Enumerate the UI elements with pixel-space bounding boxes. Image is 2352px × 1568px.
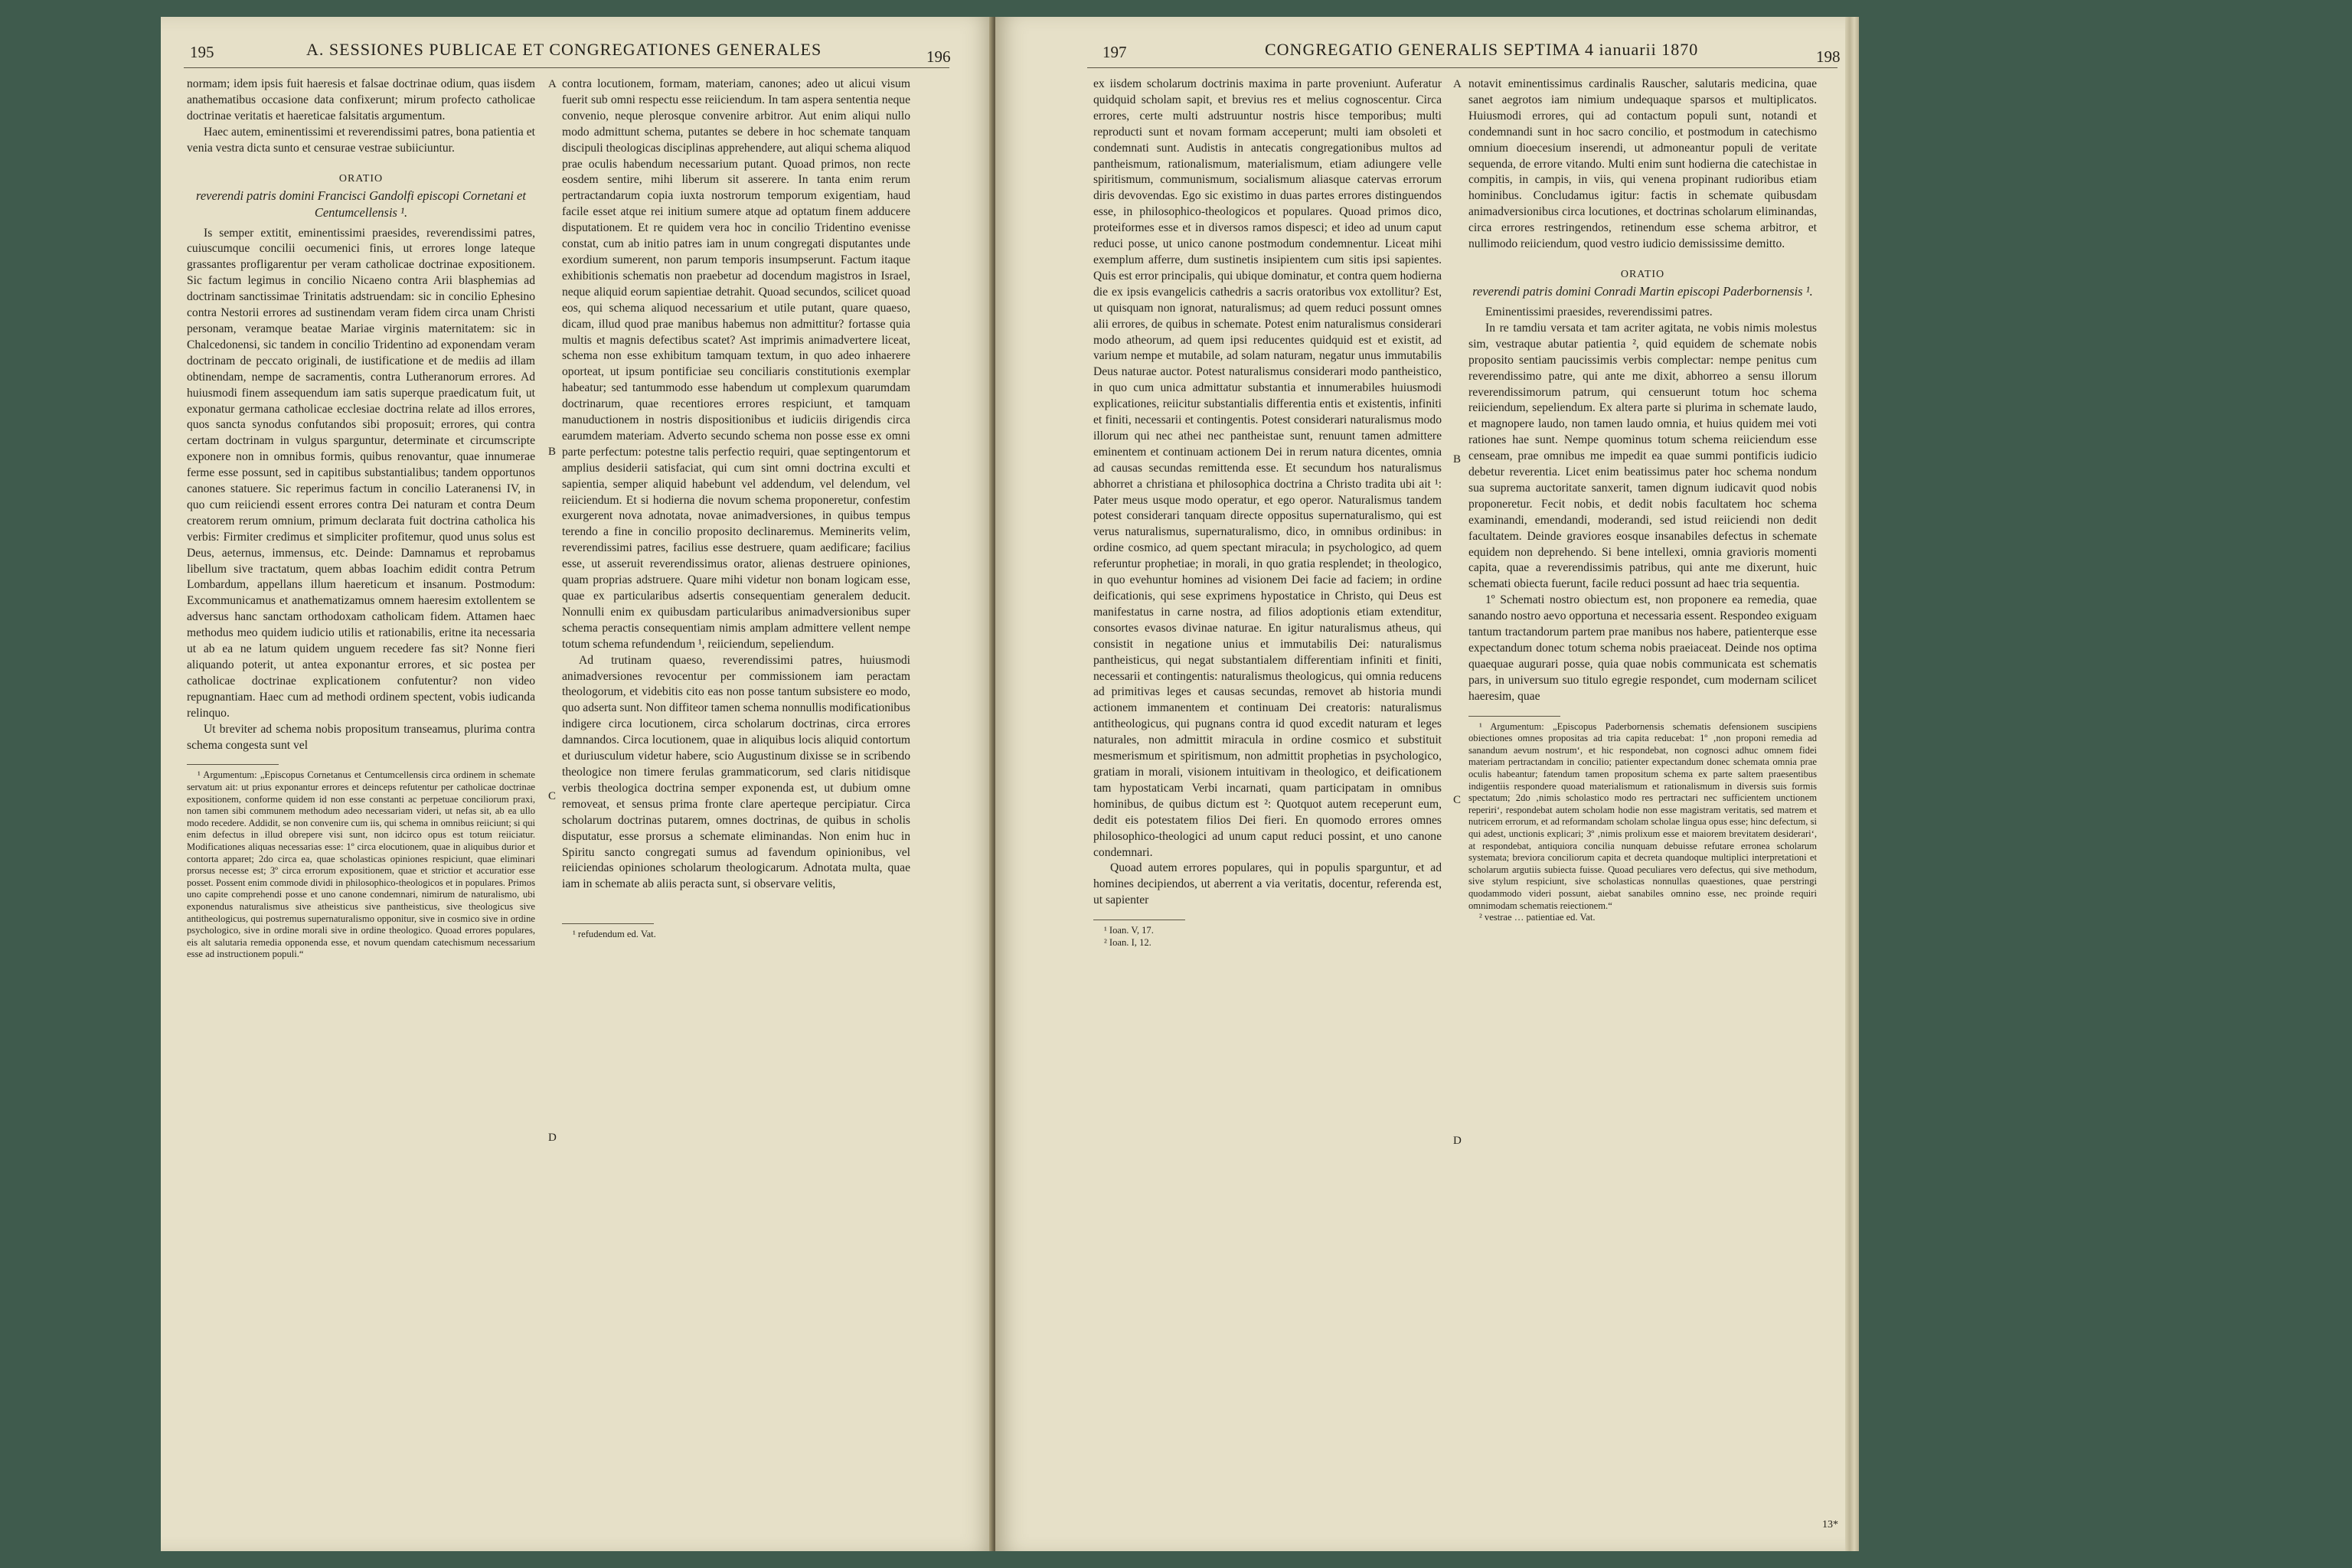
paragraph: contra locutionem, formam, materiam, canones; adeo ut alicui visum fuerit sub omni respectu esse reiiciendum. In tam aspera sententia neque convenio, neque plerosque convenire arbitror. Aut enim aliqui nullo modo admittunt schema, putantes se debere in hoc schemate tanquam discipuli theologicas disciplinas apprehendere, aut aliqui schema aliquod prae oculis habendum necessarium putant. Quoad primos, non recte eosdem sentire, mihi liberum sit asserere. In tanta enim rerum pertractandarum copia iuxta nostrorum temporum exigentiam, haud facile esset atque rei initium sumere atque ad optatum finem adducere disputationem. Et re quidem vera hoc in concilio Tridentino evenisse constat, cum ab initio patres iam in unum congregati disputantes unde exordium sumerent, non parum temporis insumpserunt. Factum itaque exhibitionis schematis non praebetur ad docendum magistros in Israel, neque aliquid eorum sapientiae detrahit. Quoad secundos, scilicet quoad eos, qui schema aliquod necessarium et utile putant, quare quaeso, dicam, illud quod prae manibus habemus non admittitur? fortasse quia multis et magnis defectibus scatet? Ast imprimis animadvertere liceat, schema non esse exhibitum tamquam textum, in quo adeo inhaerere oporteat, ut ipsum pontificiae seu conciliaris constitutionis exemplar habeatur; sed tantummodo esse habendum ut complexum quarumdam doctrinarum, quae recentiores errores respiciunt, et tamquam manuductionem in nostris dispositionibus et iudiciis dirigendis circa earumdem materiam. Adverto secundo schema non posse esse ex omni parte perfectum: potestne talis perfectio requiri, quae septingentorum et amplius desiderii satisfaciat, qui cum sint omni doctrina exculti et sapientia, semper aliquid habebunt vel addendum, vel delendum, vel reiiciendum. Et si hodierna die novum schema proponeretur, confestim exurgerent nova adnotata, novae animadversiones, in quibus tempus terendo a fine in concilio proposito declinaremus. Meminerits velim, reverendissimi patres, facilius esse destruere, quam aedificare; facilius esse, ut asseruit reverendissimus orator, alienas destruere opiniones, quam proprias adstruere. Quare mihi videtur non bonam logicam esse, quae ex particularibus adsertis consequentiam generalem deducit. Nonnulli enim ex quibusdam particularibus animadversionibus super schema peractis consequentiam nimis amplam admittere vellent nempe totum schema refundendum ¹, reiiciendum, sepeliendum. [562, 77, 910, 651]
margin-mark: C [1453, 794, 1462, 806]
footnote-rule [1468, 716, 1560, 717]
page-number: 196 [926, 47, 951, 66]
left-page [161, 17, 994, 1551]
footnote [187, 769, 535, 961]
margin-mark: D [1453, 1135, 1462, 1147]
oratio-subtitle: reverendi patris domini Francisci Gandolfi episcopi Cornetani et Centumcellensis ¹. [196, 188, 526, 220]
margin-mark: A [1453, 78, 1462, 90]
footnote-text: ¹ refudendum ed. Vat. [573, 929, 656, 940]
footnote-rule [187, 764, 279, 765]
footnote-text: ² vestrae … patientiae ed. Vat. [1479, 912, 1596, 923]
column-b [562, 77, 910, 941]
header-rule [184, 67, 949, 68]
footnote [1468, 721, 1817, 924]
page-number: 195 [190, 43, 214, 61]
paragraph: normam; idem ipsis fuit haeresis et falsae doctrinae odium, quas iisdem anathematibus occasione data confixerunt; mirum profecto catholicae doctrinae veritatis et haereticae falsitatis argumentum. [187, 77, 535, 122]
paragraph: Quoad autem errores populares, qui in populis sparguntur, et ad homines decipiendos, ut aberrent a via veritatis, docentur, referenda est, ut sapienter [1093, 861, 1442, 907]
header-rule [1087, 67, 1838, 68]
paragraph: Haec autem, eminentissimi et reverendissimi patres, bona patientia et venia vestra dicta sunto et censurae vestrae subiiciuntur. [187, 125, 535, 155]
oratio-heading [1468, 266, 1817, 300]
page-number: 198 [1816, 47, 1841, 66]
footnote-text: ¹ Ioan. V, 17. [1104, 925, 1154, 936]
page-edges [1845, 17, 1859, 1551]
footnote-text: ² Ioan. I, 12. [1104, 936, 1152, 948]
oratio-subtitle: reverendi patris domini Conradi Martin episcopi Paderbornensis ¹. [1472, 283, 1813, 299]
column-c [1093, 77, 1442, 949]
paragraph: In re tamdiu versata et tam acriter agitata, ne vobis nimis molestus sim, vestraque abutar patientia ², quid equidem de schemate nobis proposito sentiam paucissimis verbis complectar: nempe penitus cum reverendissimo patre, qui ante me dixit, abhorreo a sensu illorum reverendissimorum patrum, qui censuerunt totum hoc schema reiiciendum, sepeliendum. Ex altera parte si plurima in schemate laudo, et magnopere laudo, non tamen laudo omnia, et huius quidem mei voti rationes hae sunt. Nempe quominus totum schema reiiciendum esse censeam, prae omnibus me impedit ea quae summi pontificis iudicio debetur reverentia. Licet enim beatissimus pater hoc schema nondum sua suprema auctoritate sanxerit, tamen dignum iudicavit quod nobis proponeretur. Fecit nobis, et dedit nobis facultatem hoc schema examinandi, emendandi, moderandi, sed istud reiiciendi non dedit facultatem. Deinde graviores eosque insanabiles defectus in schemate equidem non deprehendo. Si bene intellexi, omnia gravioris momenti capita, quae a reverendissimis patribus, qui ante me dixerunt, huic schemati obiecta fuerunt, facile reduci possunt ad haec tria sequentia. [1468, 321, 1817, 591]
paragraph: Ad trutinam quaeso, reverendissimi patres, huiusmodi animadversiones revocentur per commissionem iam peractam theologorum, et videbitis cito eas non posse tantum subsistere eo modo, quo adserta sunt. Non diffiteor tamen schema nonnullis modificationibus indigere circa locutionem, circa scholarum doctrinas, circa errores damnandos. Circa locutionem, quae in aliquibus locis aliquid contortum et duriusculum videtur habere, scio Augustinum dixisse se in scribendo theologice non timere ferulas grammaticorum, sed claris nitidisque verbis theologica doctrina semper exponenda est, ut dubium omne removeat, et sensus prima fronte clare aperteque percipiatur. Circa scholarum doctrinas putarem, omnes doctrinas, de quibus in scholis disputatur, esse prorsus a schemate eliminandas. Non enim huc in Spiritu sancto congregati sumus ad favendum opinionibus, vel reiiciendas opiniones scholarum theologicarum. Adnotata multa, quae iam in schemate ab aliis peracta sunt, si observare velitis, [562, 653, 910, 891]
paragraph: Eminentissimi praesides, reverendissimi patres. [1485, 305, 1713, 318]
oratio-title: ORATIO [338, 172, 384, 185]
footnote-rule [562, 923, 654, 924]
footnote [1093, 925, 1442, 949]
paragraph: 1º Schemati nostro obiectum est, non proponere ea remedia, quae sanando nostro aevo opportuna et necessaria essent. Respondeo exiguam tantum tractandorum partem prae manibus nos habere, patienterque esse expectandum donec totum schema nobis praeiaceat. Deinde nos optima quaequae augurari posse, quia quae nobis communicata est schematis pars, in universum suo titulo egregie respondet, cum modernam scilicet haeresim, quae [1468, 593, 1817, 703]
paragraph: notavit eminentissimus cardinalis Rauscher, salutaris medicina, quae sanet aegrotos iam nimium undequaque sparsos et multiplicatos. Huiusmodi errores, qui ad contactum populi sunt, notandi et condemnandi sunt in hoc sacro concilio, et postmodum in catechismo omnium dioecesium inserendi, ut admoneantur populi de veritate sequenda, de errore vitando. Multi enim sunt hodierna die catechistae in compitis, in campis, in viis, qui venena propinant rudioribus etiam hominibus. Concludamus igitur: factis in schemate quibusdam animadversionibus circa locutiones, et doctrinas scholarum eliminandas, circa errores restringendos, retinendum esse schema arbitror, et nullimodo reiiciendum, quod vestro iudicio demississime demitto. [1468, 77, 1817, 251]
paragraph: ex iisdem scholarum doctrinis maxima in parte proveniunt. Auferatur quidquid scholam sapit, et brevius res et melius cognoscentur. Circa errores, certe multi adstruuntur nostris hisce temporibus; multi reproducti sunt et novam formam acceperunt; multi iam obsoleti et condemnati sunt. Audistis in antecatis congregationibus multos ad pantheismum, rationalismum, materialismum, etiam adiungere velle spiritismum, communismum, socialismum aliasque catervas errorum diris devovendas. Ego sic existimo in duas partes errores distinguendos esse, in philosophico-theologicos et populares. Quoad primos dico, proteiformes esse et in diversos ramos dispesci; et ideo ad unum caput reduci posse, ut unico canone postmodum condemnentur. Liceat mihi exemplum afferre, dum sustinetis insipientem cum sitis ipsi sapientes. Quis est error principalis, qui ubique dominatur, et contra quem hodierna die ex ipsis evangelicis cathedris a sacris oratoribus vox extollitur? Est, ut quisquam non ignorat, naturalismus; ad quem reduci possunt omnes alii errores, de quibus in schemate. Potest enim naturalismus considerari modo atheorum, ad quem ipsi reducentes quidquid est et existit, ad varium nempe et mutabile, ad solam naturam, negatur unus immutabilis Deus naturae auctor. Potest naturalismus considerari modo pantheistico, in quo cum unica admittatur substantia et innumerabiles huiusmodi explicationes, reiicitur substantialis differentia entis et existentis, infiniti et finiti, necessarii et contingentis. Potest considerari naturalismus modo illorum qui nec athei nec pantheistae sunt, renuunt tamen admittere eminentem et continuam actionem Dei in rerum natura dicentes, omnia ad causas secundas remittenda esse. Et secundum hos naturalismus abhorret a christiana et philosophica doctrina a Christo tradita ubi ait ¹: Pater meus usque modo operatur, et ego operor. Naturalismus tandem potest considerari tanquam directe oppositus supernaturalismo, qui est verus naturalismus, supernaturalismo, dico, in omnibus ordinibus: in ordine cosmico, ad quem spectant miracula; in psychologico, ad quem referuntur prophetiae; in morali, in quo gratia resplendet; in theologico, in quo evehuntur homines ad visionem Dei facie ad faciem; in ordine deificationis, qui sese exprimens hypostatice in Christo, qui Deus est manifestatus in carne nostra, ad filios adoptionis etiam extenditur, consortes evasos divinae naturae. En igitur naturalismus atheus, qui consistit in negatione unius et immutabilis Dei: naturalismus pantheisticus, qui negat substantialem differentiam infiniti et finiti, necessarii et contingentis: naturalismus theologicus, qui omnia reducens ad primitivas leges et causas secundas, removet ab historia mundi actionem immanentem et continuam Dei creatoris: naturalismus antitheologicus, qui pugnans contra id quod excedit naturam et leges naturales, non admittit miracula in ordine cosmico et substituit mesmerismum et spiritismum, non admittit prophetias in psychologico, gratiam in morali, visionem intuitivam in theologico, et deificationem tam hypostaticam Verbi incarnati, quam participatam in omnibus hominibus, de quibus dictum est ²: Quotquot autem receperunt eum, dedit eis potestatem filios Dei fieri. En quomodo errores omnes philosophico-theologici ad unum caput reduci possint, et uno canone condemnari. [1093, 77, 1442, 859]
paragraph: Ut breviter ad schema nobis propositum transeamus, plurima contra schema congesta sunt vel [187, 722, 535, 752]
oratio-title: ORATIO [1620, 268, 1665, 280]
margin-mark: B [548, 446, 557, 458]
footnote-text: ¹ Argumentum: „Episcopus Cornetanus et Centumcellensis circa ordinem in schemate servatum ait: ut prius exponantur errores et deinceps refutentur per catholicae doctrinae expositionem, conforme quidem id non esse constanti ac perpetuae conciliorum praxi, non tamen sibi communem methodum adeo necessariam videri, ut nefas sit, ab ea ullo modo recedere. Addidit, se non convenire cum iis, qui schema in omnibus reiiciunt; si qui enim defectus in illud obrepere visi sunt, non idcirco opus est totum reiiciatur. Modificationes aliquas necessarias esse: 1º circa elocutionem, quae in aliquibus durior et contorta apparet; 2do circa ea, quae scholasticas opiniones respiciunt, quae eliminari prorsus necesse est; 3º circa errorum expositionem, quae et strictior et accuratior esse posset. Possent enim commode dividi in philosophico-theologicos et in populares. Primos uno capite comprehendi posse et uno canone condemnari, nimirum de naturalismo, ubi exponendus naturalismus sive atheisticus sive pantheisticus, sive theologicus sive antitheologicus, qui postremus supernaturalismo opponitur, sive in cosmico sive in ordine psychologico, sive in ordine morali sive in ordine theologico. Quoad errores populares, eis alt salutaria remedia opponenda esse, et novum quendam catechismum necessarium esse ad instructionem populi.“ [187, 769, 535, 960]
oratio-heading [187, 171, 535, 221]
right-page [995, 17, 1845, 1551]
margin-mark: C [548, 790, 557, 802]
paragraph: Is semper extitit, eminentissimi praesides, reverendissimi patres, cuiuscumque concilii oecumenici finis, ut errores longe lateque grassantes profligarentur per veram catholicae doctrinae expositionem. Sic factum legimus in concilio Nicaeno contra Arii blasphemias ad doctrinam sanctissimae Trinitatis adstruendam: sic in concilio Ephesino contra Nestorii errores ad sustinendam veram fidem circa unam Christi personam, veramque beatae Mariae virginis maternitatem: sic in Chalcedonensi, sic tandem in concilio Tridentino ad exponendam veram doctrinam de peccato originali, de iustificatione et de mediis ad illam obtinendam, nempe de sacramentis, contra Lutheranorum errores. Ad huiusmodi finem assequendum iam satis superque praedicatum fuit, ut exponatur germana catholicae ecclesiae doctrina relate ad illos errores, quos sancta synodus confutandos sibi proposuit; errores, qui contra certam doctrinam in vulgus sparguntur, determinate et circumscripte exponere non in omnibus formis, quibus renovantur, quae innumerae ferme esse possunt, sed in capitibus substantialibus; tandem opportunos canones statuere. Sic reperimus factum in concilio Lateranensi IV, in quo cum reiiciendi essent errores contra Dei naturam et contra Deum creatorem rerum omnium, primum declarata fuit doctrina catholica his verbis: Firmiter credimus et simpliciter profitemur, quod unus solus est Deus, aeternus, immensus, etc. Deinde: Damnamus et reprobamus libellum sive tractatum, quem abbas Ioachim edidit contra Petrum Lombardum, appellans illum haereticum et insanum. Postmodum: Excommunicamus et anathematizamus omnem haeresim extollentem se adversus hanc sanctam orthodoxam catholicam fidem. Attamen haec methodus meo quidem iudicio utilis et rationabilis, eritne ita necessaria ut ab ea ne latum quidem unguem recedere fas sit? Nonne fieri aliquando poterit, ut antea exponantur errores, et sic postea per catholicae doctrinae explicationem confutentur? non video repugnantiam. Haec cum ad methodi ordinem spectent, vobis iudicanda relinquo. [187, 226, 535, 720]
column-d [1468, 77, 1817, 924]
margin-mark: D [548, 1132, 557, 1144]
running-head: A. SESSIONES PUBLICAE ET CONGREGATIONES GENERALES [306, 40, 822, 59]
footnote [562, 929, 910, 941]
signature-mark: 13* [1822, 1519, 1838, 1530]
margin-mark: A [548, 78, 557, 90]
footnote-text: ¹ Argumentum: „Episcopus Paderbornensis schematis defensionem suscipiens obiectiones omnes propositas ad tria capita reducebat: 1º ‚non proponi remedia ad sanandum aevum nostrum‘, et hic respondebat, non cognosci adhuc omnem fidei materiam pertractandam in concilio; patienter expectandum donec schemata omnia prae oculis habeantur; fatendum tamen propositum schema ex parte saltem praesentibus indigentiis respondere quoad materialismum et rationalismum in diversis suis formis spectatum; 2do ‚nimis scholastico modo res pertractari nec sufficientem unctionem reperiri‘, respondebat autem scholam hodie non esse magistram veritatis, sed matrem et nutricem errorum, et ad reformandam scholam scholae lingua opus esse; hinc defectum, si qui adest, unctionis explicari; 3º ‚nimis prolixum esse et maiorem brevitatem desiderari‘, at respondebat, antiquiora concilia nunquam debuisse refutare erronea scholarum systemata; breviora conciliorum capita et decreta quandoque multiplici interpretationi et scholarum argutiis subiecta fuisse. Quoad peculiares vero defectus, qui sive methodum, sive stylum respiciunt, sive scholasticas nonnullas quaestiones, quae perstringi quodammodo videri possunt, aiebat sanabiles omnino esse, nec proinde requiri omnimodam schematis reiectionem.“ [1468, 720, 1817, 911]
margin-mark: B [1453, 453, 1462, 466]
column-a [187, 77, 535, 961]
page-number: 197 [1102, 43, 1127, 61]
running-head: CONGREGATIO GENERALIS SEPTIMA 4 ianuarii 1870 [1265, 40, 1699, 59]
